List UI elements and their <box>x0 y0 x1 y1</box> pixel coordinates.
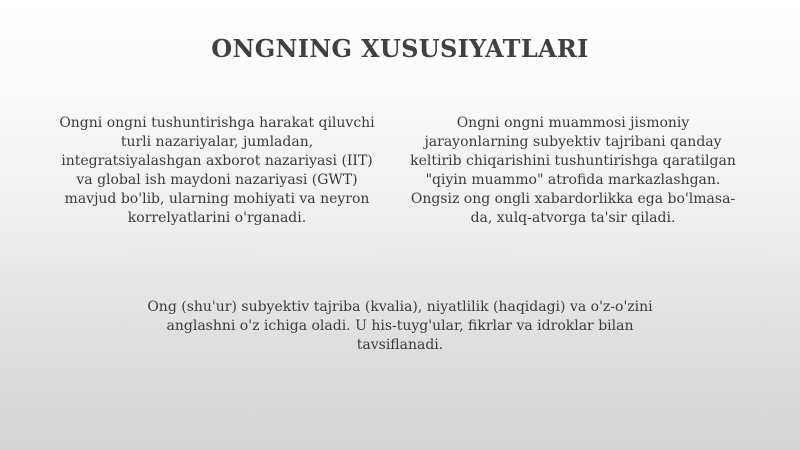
left-paragraph: Ongni ongni tushuntirishga harakat qiluvchi turli nazariyalar, jumladan, integratsiyalashgan axborot nazariyasi (IIT) va global ish maydoni nazariyasi (GWT) mavjud bo'lib, ularning mohiyati va neyron korrelyatlarini o'rganadi. <box>59 115 375 226</box>
slide-title: ONGNING XUSUSIYATLARI <box>211 34 589 63</box>
bottom-paragraph: Ong (shu'ur) subyektiv tajriba (kvalia), niyatlilik (haqidagi) va o'z-o'zini anglashni o'z ichiga oladi. U his-tuyg'ular, fikrlar va idroklar bilan tavsiflanadi. <box>147 299 653 353</box>
right-paragraph: Ongni ongni muammosi jismoniy jarayonlarning subyektiv tajribani qanday keltirib chiqarishini tushuntirishga qaratilgan "qiyin muammo" atrofida markazlashgan. Ongsiz ong ongli xabardorlikka ega bo'lmasa-da, xulq-atvorga ta'sir qiladi. <box>410 115 736 226</box>
